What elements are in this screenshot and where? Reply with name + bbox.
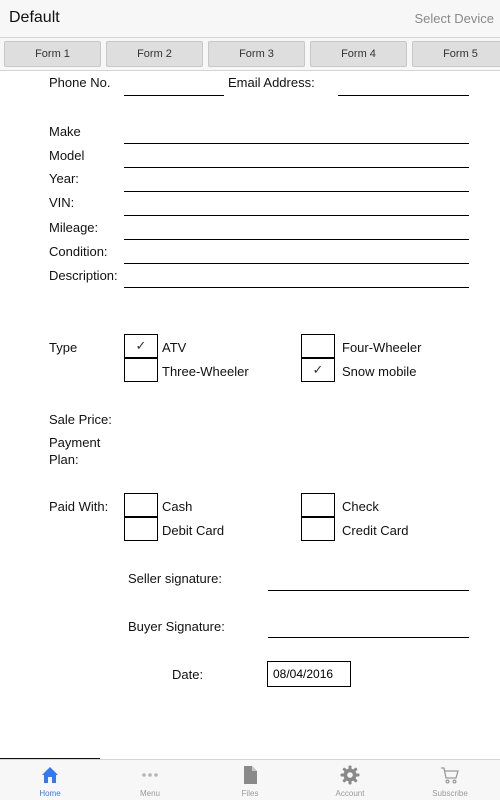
form-tabs — [0, 38, 500, 71]
three-wheeler-checkbox[interactable] — [124, 358, 158, 382]
email-label: Email Address: — [228, 75, 315, 90]
nav-menu-label: Menu — [139, 789, 160, 798]
nav-subscribe[interactable] — [400, 760, 500, 800]
make-label: Make — [49, 124, 81, 139]
cash-checkbox[interactable] — [124, 493, 158, 517]
credit-card-checkbox[interactable] — [301, 517, 335, 541]
email-field[interactable] — [338, 95, 469, 96]
date-field[interactable]: 08/04/2016 — [267, 661, 351, 687]
file-icon — [240, 765, 260, 785]
make-field[interactable] — [124, 143, 469, 144]
nav-home[interactable] — [0, 760, 100, 800]
check-checkbox[interactable] — [301, 493, 335, 517]
top-bar — [0, 0, 500, 38]
type-label: Type — [49, 340, 78, 355]
phone-label: Phone No. — [49, 75, 111, 90]
nav-account-label: Account — [335, 789, 365, 798]
seller-signature-label: Seller signature: — [128, 571, 222, 586]
nav-subscribe-label: Subscribe — [432, 789, 468, 798]
bottom-nav — [0, 759, 500, 800]
description-field[interactable] — [124, 287, 469, 288]
snow-mobile-label: Snow mobile — [342, 364, 417, 379]
four-wheeler-label: Four-Wheeler — [342, 340, 422, 355]
tab-form-1[interactable]: Form 1 — [4, 41, 101, 67]
atv-label: ATV — [162, 340, 187, 355]
credit-card-label: Credit Card — [342, 523, 409, 538]
description-label: Description: — [49, 268, 118, 283]
year-field[interactable] — [124, 191, 469, 192]
nav-files[interactable] — [200, 760, 300, 800]
condition-label: Condition: — [49, 244, 108, 259]
three-wheeler-label: Three-Wheeler — [162, 364, 249, 379]
buyer-signature-field[interactable] — [268, 637, 469, 638]
debit-card-checkbox[interactable] — [124, 517, 158, 541]
snow-mobile-checkbox[interactable]: ✓ — [301, 358, 335, 382]
payment-plan-label-line2: Plan: — [49, 452, 79, 467]
dots-icon — [140, 765, 160, 785]
home-icon — [40, 765, 60, 785]
mileage-label: Mileage: — [49, 220, 99, 235]
payment-plan-label-line1: Payment — [49, 435, 101, 450]
sale-price-label: Sale Price: — [49, 412, 112, 427]
paid-with-label: Paid With: — [49, 499, 109, 514]
nav-files-label: Files — [241, 789, 259, 798]
vin-label: VIN: — [49, 195, 75, 210]
tab-form-2[interactable]: Form 2 — [106, 41, 203, 67]
condition-field[interactable] — [124, 263, 469, 264]
model-field[interactable] — [124, 167, 469, 168]
model-label: Model — [49, 148, 85, 163]
year-label: Year: — [49, 171, 79, 186]
check-label: Check — [342, 499, 379, 514]
tab-form-5[interactable]: Form 5 — [412, 41, 500, 67]
atv-checkbox[interactable]: ✓ — [124, 334, 158, 358]
nav-menu[interactable] — [100, 760, 200, 800]
nav-home-label: Home — [39, 789, 61, 798]
tab-form-4[interactable]: Form 4 — [310, 41, 407, 67]
nav-account[interactable] — [300, 760, 400, 800]
cash-label: Cash — [162, 499, 193, 514]
debit-card-label: Debit Card — [162, 523, 225, 538]
four-wheeler-checkbox[interactable] — [301, 334, 335, 358]
date-label: Date: — [172, 667, 204, 682]
select-device-button[interactable]: Select Device — [414, 11, 494, 26]
buyer-signature-label: Buyer Signature: — [128, 619, 225, 634]
gear-icon — [340, 765, 360, 785]
phone-field[interactable] — [124, 95, 224, 96]
mileage-field[interactable] — [124, 239, 469, 240]
vin-field[interactable] — [124, 215, 469, 216]
page-title: Default — [9, 9, 60, 26]
tab-form-3[interactable]: Form 3 — [208, 41, 305, 67]
cart-icon — [440, 765, 460, 785]
seller-signature-field[interactable] — [268, 590, 469, 591]
